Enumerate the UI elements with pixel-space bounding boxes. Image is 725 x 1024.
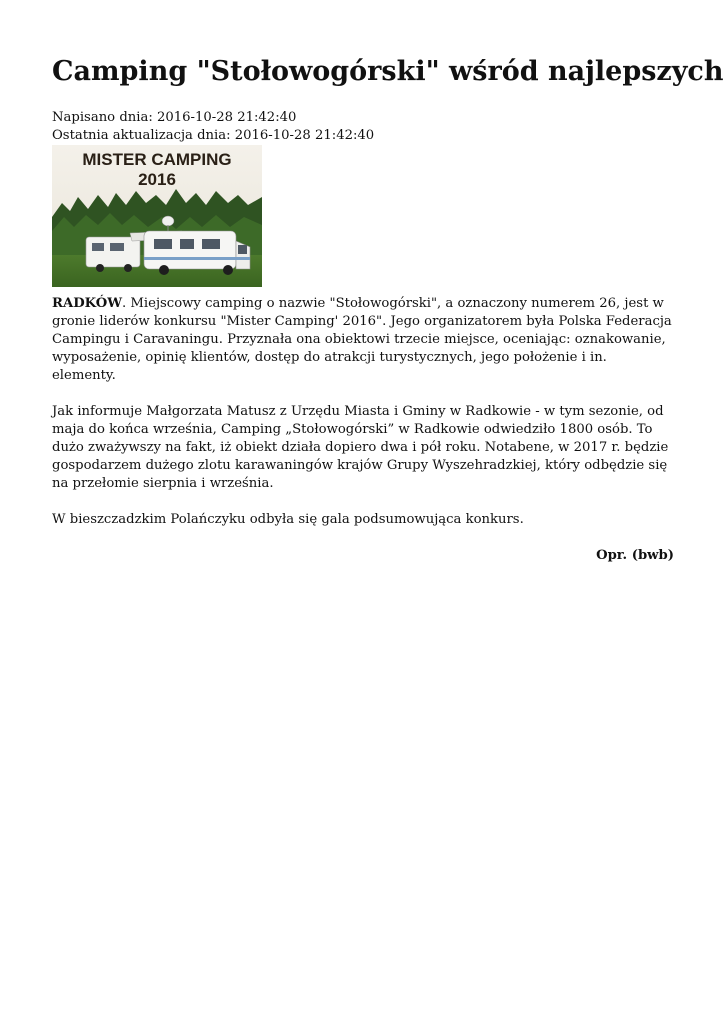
paragraph-3: W bieszczadzkim Polańczyku odbyła się gala podsumowująca konkurs. [52,512,524,527]
article-title: Camping "Stołowogórski" wśród najlepszych [52,56,724,87]
paragraph-2: Jak informuje Małgorzata Matusz z Urzędu Miasta i Gminy w Radkowie - w tym sezonie, od maja do końca września, Camping „Stołowogórski” w Radkowie odwiedziło 1800 osób. To dużo zważywszy na fakt, iż obiekt działa dopiero dwa i pół roku. Notabene, w 2017 r. będzie gospodarzem dużego zlotu karawaningów krajów Grupy Wyszehradzkiej, który odbędzie się na przełomie sierpnia i września. [52,404,669,491]
updated-date: Ostatnia aktualizacja dnia: 2016-10-28 21:42:40 [52,128,375,143]
image-caption-line2: 2016 [138,170,176,189]
author-signature: Opr. (bwb) [596,548,674,563]
article-body [52,295,674,583]
published-date: Napisano dnia: 2016-10-28 21:42:40 [52,110,297,125]
paragraph-1 [52,295,674,385]
dateline: RADKÓW [52,296,123,311]
article-image [52,145,262,287]
paragraph-1-text: . Miejscowy camping o nazwie "Stołowogórski", a oznaczony numerem 26, jest w gronie liderów konkursu "Mister Camping' 2016". Jego organizatorem była Polska Federacja Campingu i Caravaningu. Przyznała ona obiektowi trzecie miejsce, oceniając: oznakowanie, wyposażenie, opinię klientów, dostęp do atrakcji turystycznych, jego położenie i in. elementy. [52,296,672,383]
article-meta [52,109,374,145]
image-caption-line1: MISTER CAMPING [82,150,232,169]
